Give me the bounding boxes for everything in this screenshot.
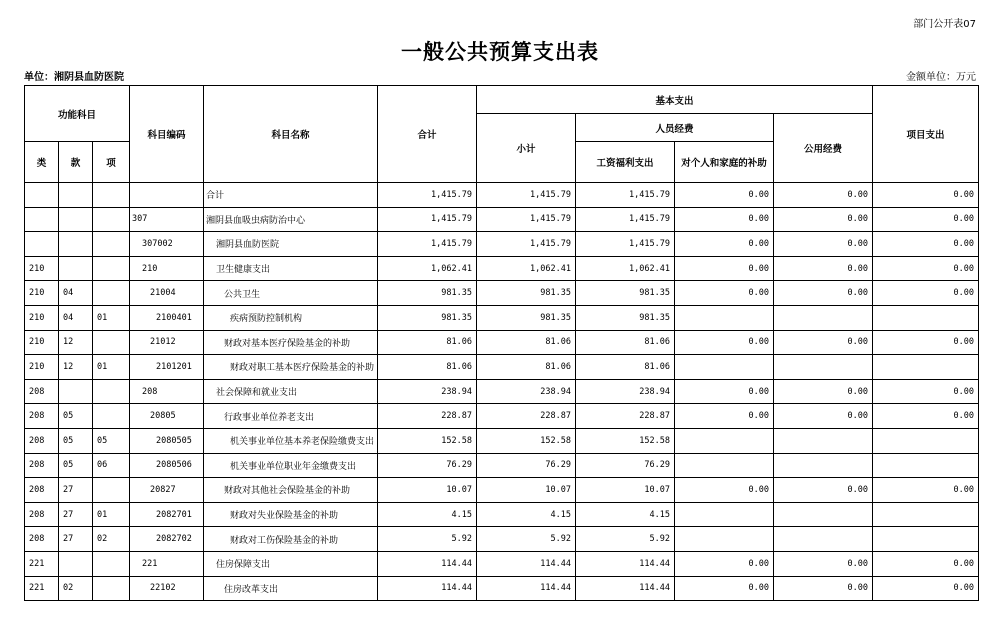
- cell-public: 0.00: [774, 256, 873, 281]
- cell-salary: 228.87: [576, 404, 675, 429]
- cell-subtotal: 5.92: [477, 527, 576, 552]
- cell-xiang: [93, 232, 130, 257]
- cell-project: [873, 355, 979, 380]
- cell-project: [873, 453, 979, 478]
- cell-xiang: 01: [93, 502, 130, 527]
- cell-subsidy: 0.00: [675, 207, 774, 232]
- cell-total: 238.94: [378, 379, 477, 404]
- cell-kuan: 04: [59, 281, 93, 306]
- cell-kuan: [59, 232, 93, 257]
- cell-subsidy: [675, 305, 774, 330]
- cell-xiang: [93, 404, 130, 429]
- cell-xiang: [93, 551, 130, 576]
- cell-subtotal: 1,062.41: [477, 256, 576, 281]
- cell-name: 湘阴县血防医院: [204, 232, 378, 257]
- cell-lei: 208: [25, 502, 59, 527]
- table-row: [25, 453, 979, 478]
- table-row: [25, 527, 979, 552]
- cell-total: 81.06: [378, 330, 477, 355]
- cell-lei: 210: [25, 330, 59, 355]
- table-row: [25, 379, 979, 404]
- header-salary: 工资福利支出: [576, 142, 675, 183]
- cell-code: 2100401: [130, 305, 204, 330]
- cell-lei: [25, 207, 59, 232]
- cell-name: 社会保障和就业支出: [204, 379, 378, 404]
- cell-project: 0.00: [873, 183, 979, 208]
- cell-salary: 1,415.79: [576, 183, 675, 208]
- header-func-subject: 功能科目: [25, 86, 130, 142]
- cell-salary: 5.92: [576, 527, 675, 552]
- cell-code: 22102: [130, 576, 204, 601]
- cell-name: 财政对基本医疗保险基金的补助: [204, 330, 378, 355]
- cell-lei: 221: [25, 551, 59, 576]
- cell-public: [774, 428, 873, 453]
- cell-subsidy: 0.00: [675, 330, 774, 355]
- cell-name: 卫生健康支出: [204, 256, 378, 281]
- cell-xiang: [93, 330, 130, 355]
- cell-xiang: 02: [93, 527, 130, 552]
- cell-total: 981.35: [378, 305, 477, 330]
- cell-code: 307002: [130, 232, 204, 257]
- cell-lei: 208: [25, 379, 59, 404]
- table-header: [25, 86, 979, 183]
- cell-code: 20827: [130, 478, 204, 503]
- cell-subsidy: 0.00: [675, 183, 774, 208]
- unit-label: 单位：湘阴县血防医院: [24, 72, 124, 83]
- cell-lei: 210: [25, 305, 59, 330]
- cell-total: 81.06: [378, 355, 477, 380]
- cell-kuan: [59, 183, 93, 208]
- cell-total: 10.07: [378, 478, 477, 503]
- cell-xiang: [93, 207, 130, 232]
- cell-kuan: 05: [59, 404, 93, 429]
- cell-code: 21012: [130, 330, 204, 355]
- header-public: 公用经费: [774, 114, 873, 183]
- header-subsidy: 对个人和家庭的补助: [675, 142, 774, 183]
- cell-code: 210: [130, 256, 204, 281]
- cell-kuan: 27: [59, 502, 93, 527]
- table-row: [25, 502, 979, 527]
- cell-code: [130, 183, 204, 208]
- cell-project: [873, 428, 979, 453]
- cell-subtotal: 152.58: [477, 428, 576, 453]
- cell-lei: 208: [25, 478, 59, 503]
- cell-public: 0.00: [774, 232, 873, 257]
- cell-public: 0.00: [774, 330, 873, 355]
- header-xiang: 项: [93, 142, 130, 183]
- cell-xiang: [93, 183, 130, 208]
- cell-project: [873, 305, 979, 330]
- cell-kuan: [59, 207, 93, 232]
- cell-xiang: 01: [93, 305, 130, 330]
- cell-name: 湘阴县血吸虫病防治中心: [204, 207, 378, 232]
- cell-subsidy: 0.00: [675, 576, 774, 601]
- amount-unit-label: 金额单位：万元: [906, 72, 976, 83]
- cell-code: 208: [130, 379, 204, 404]
- cell-lei: 210: [25, 355, 59, 380]
- form-number: 部门公开表07: [913, 19, 976, 30]
- cell-kuan: 02: [59, 576, 93, 601]
- cell-total: 4.15: [378, 502, 477, 527]
- cell-salary: 114.44: [576, 576, 675, 601]
- cell-salary: 4.15: [576, 502, 675, 527]
- cell-subtotal: 4.15: [477, 502, 576, 527]
- cell-subsidy: [675, 527, 774, 552]
- cell-subsidy: 0.00: [675, 232, 774, 257]
- table-row: [25, 256, 979, 281]
- cell-subsidy: [675, 502, 774, 527]
- cell-code: 2082702: [130, 527, 204, 552]
- cell-salary: 1,062.41: [576, 256, 675, 281]
- table-row: [25, 478, 979, 503]
- cell-lei: [25, 183, 59, 208]
- cell-xiang: 05: [93, 428, 130, 453]
- cell-subsidy: 0.00: [675, 281, 774, 306]
- table-row: [25, 428, 979, 453]
- cell-subsidy: 0.00: [675, 478, 774, 503]
- cell-salary: 81.06: [576, 330, 675, 355]
- cell-salary: 10.07: [576, 478, 675, 503]
- cell-public: 0.00: [774, 551, 873, 576]
- cell-name: 财政对失业保险基金的补助: [204, 502, 378, 527]
- cell-code: 2080506: [130, 453, 204, 478]
- cell-public: 0.00: [774, 207, 873, 232]
- cell-lei: 208: [25, 453, 59, 478]
- cell-xiang: [93, 256, 130, 281]
- cell-name: 住房保障支出: [204, 551, 378, 576]
- cell-project: 0.00: [873, 281, 979, 306]
- cell-code: 307: [130, 207, 204, 232]
- header-basic: 基本支出: [477, 86, 873, 114]
- cell-subtotal: 1,415.79: [477, 183, 576, 208]
- cell-subtotal: 81.06: [477, 330, 576, 355]
- cell-salary: 152.58: [576, 428, 675, 453]
- cell-public: [774, 453, 873, 478]
- table-row: [25, 232, 979, 257]
- cell-public: 0.00: [774, 404, 873, 429]
- cell-kuan: 05: [59, 453, 93, 478]
- cell-salary: 1,415.79: [576, 207, 675, 232]
- cell-public: 0.00: [774, 478, 873, 503]
- cell-project: 0.00: [873, 576, 979, 601]
- cell-lei: 210: [25, 256, 59, 281]
- header-kuan: 款: [59, 142, 93, 183]
- header-personnel: 人员经费: [576, 114, 774, 142]
- cell-project: [873, 502, 979, 527]
- cell-total: 76.29: [378, 453, 477, 478]
- header-code: 科目编码: [130, 86, 204, 183]
- cell-kuan: 12: [59, 330, 93, 355]
- cell-name: 财政对职工基本医疗保险基金的补助: [204, 355, 378, 380]
- cell-project: 0.00: [873, 232, 979, 257]
- cell-total: 114.44: [378, 576, 477, 601]
- cell-total: 152.58: [378, 428, 477, 453]
- cell-project: 0.00: [873, 404, 979, 429]
- table-row: [25, 404, 979, 429]
- cell-public: [774, 527, 873, 552]
- header-project: 项目支出: [873, 86, 979, 183]
- cell-salary: 238.94: [576, 379, 675, 404]
- cell-total: 1,415.79: [378, 207, 477, 232]
- cell-subtotal: 228.87: [477, 404, 576, 429]
- cell-xiang: [93, 576, 130, 601]
- table-row: [25, 207, 979, 232]
- cell-project: [873, 527, 979, 552]
- cell-public: 0.00: [774, 281, 873, 306]
- cell-subsidy: 0.00: [675, 256, 774, 281]
- cell-kuan: 05: [59, 428, 93, 453]
- cell-total: 1,415.79: [378, 183, 477, 208]
- cell-kuan: 12: [59, 355, 93, 380]
- cell-public: [774, 502, 873, 527]
- cell-kuan: [59, 256, 93, 281]
- cell-subtotal: 1,415.79: [477, 232, 576, 257]
- header-name: 科目名称: [204, 86, 378, 183]
- cell-code: 21004: [130, 281, 204, 306]
- cell-name: 机关事业单位职业年金缴费支出: [204, 453, 378, 478]
- cell-lei: 208: [25, 527, 59, 552]
- cell-public: 0.00: [774, 183, 873, 208]
- cell-code: 221: [130, 551, 204, 576]
- cell-salary: 981.35: [576, 305, 675, 330]
- cell-project: 0.00: [873, 207, 979, 232]
- cell-xiang: [93, 281, 130, 306]
- cell-total: 228.87: [378, 404, 477, 429]
- table-row: [25, 551, 979, 576]
- header-total: 合计: [378, 86, 477, 183]
- cell-salary: 981.35: [576, 281, 675, 306]
- cell-subsidy: [675, 453, 774, 478]
- cell-xiang: [93, 379, 130, 404]
- cell-kuan: 27: [59, 478, 93, 503]
- cell-xiang: [93, 478, 130, 503]
- cell-subtotal: 10.07: [477, 478, 576, 503]
- cell-code: 2082701: [130, 502, 204, 527]
- cell-name: 机关事业单位基本养老保险缴费支出: [204, 428, 378, 453]
- table-row: [25, 281, 979, 306]
- cell-subsidy: [675, 428, 774, 453]
- cell-salary: 114.44: [576, 551, 675, 576]
- cell-public: [774, 305, 873, 330]
- cell-lei: 208: [25, 428, 59, 453]
- cell-lei: 221: [25, 576, 59, 601]
- cell-subsidy: 0.00: [675, 551, 774, 576]
- cell-code: 20805: [130, 404, 204, 429]
- cell-name: 财政对工伤保险基金的补助: [204, 527, 378, 552]
- cell-kuan: 04: [59, 305, 93, 330]
- cell-lei: 208: [25, 404, 59, 429]
- cell-total: 1,062.41: [378, 256, 477, 281]
- cell-project: 0.00: [873, 478, 979, 503]
- cell-project: 0.00: [873, 551, 979, 576]
- cell-project: 0.00: [873, 256, 979, 281]
- table-row: [25, 330, 979, 355]
- cell-subtotal: 81.06: [477, 355, 576, 380]
- header-lei: 类: [25, 142, 59, 183]
- cell-total: 981.35: [378, 281, 477, 306]
- table-body: [25, 183, 979, 601]
- cell-subtotal: 238.94: [477, 379, 576, 404]
- cell-subsidy: [675, 355, 774, 380]
- cell-name: 行政事业单位养老支出: [204, 404, 378, 429]
- cell-subtotal: 114.44: [477, 576, 576, 601]
- cell-salary: 76.29: [576, 453, 675, 478]
- cell-total: 5.92: [378, 527, 477, 552]
- cell-subtotal: 1,415.79: [477, 207, 576, 232]
- cell-name: 住房改革支出: [204, 576, 378, 601]
- cell-total: 1,415.79: [378, 232, 477, 257]
- cell-subtotal: 981.35: [477, 281, 576, 306]
- cell-salary: 1,415.79: [576, 232, 675, 257]
- table-row: [25, 183, 979, 208]
- table-row: [25, 576, 979, 601]
- cell-subtotal: 76.29: [477, 453, 576, 478]
- cell-public: [774, 355, 873, 380]
- cell-subtotal: 114.44: [477, 551, 576, 576]
- cell-kuan: [59, 551, 93, 576]
- cell-salary: 81.06: [576, 355, 675, 380]
- cell-xiang: 06: [93, 453, 130, 478]
- cell-name: 疾病预防控制机构: [204, 305, 378, 330]
- table-row: [25, 305, 979, 330]
- cell-code: 2080505: [130, 428, 204, 453]
- cell-public: 0.00: [774, 379, 873, 404]
- cell-xiang: 01: [93, 355, 130, 380]
- cell-public: 0.00: [774, 576, 873, 601]
- cell-project: 0.00: [873, 330, 979, 355]
- budget-table: [24, 85, 979, 601]
- cell-name: 合计: [204, 183, 378, 208]
- cell-name: 公共卫生: [204, 281, 378, 306]
- cell-lei: 210: [25, 281, 59, 306]
- cell-kuan: [59, 379, 93, 404]
- cell-name: 财政对其他社会保险基金的补助: [204, 478, 378, 503]
- cell-subsidy: 0.00: [675, 404, 774, 429]
- table-row: [25, 355, 979, 380]
- cell-subsidy: 0.00: [675, 379, 774, 404]
- header-subtotal: 小计: [477, 114, 576, 183]
- cell-kuan: 27: [59, 527, 93, 552]
- cell-lei: [25, 232, 59, 257]
- cell-project: 0.00: [873, 379, 979, 404]
- page-title: 一般公共预算支出表: [401, 40, 599, 64]
- cell-total: 114.44: [378, 551, 477, 576]
- cell-code: 2101201: [130, 355, 204, 380]
- cell-subtotal: 981.35: [477, 305, 576, 330]
